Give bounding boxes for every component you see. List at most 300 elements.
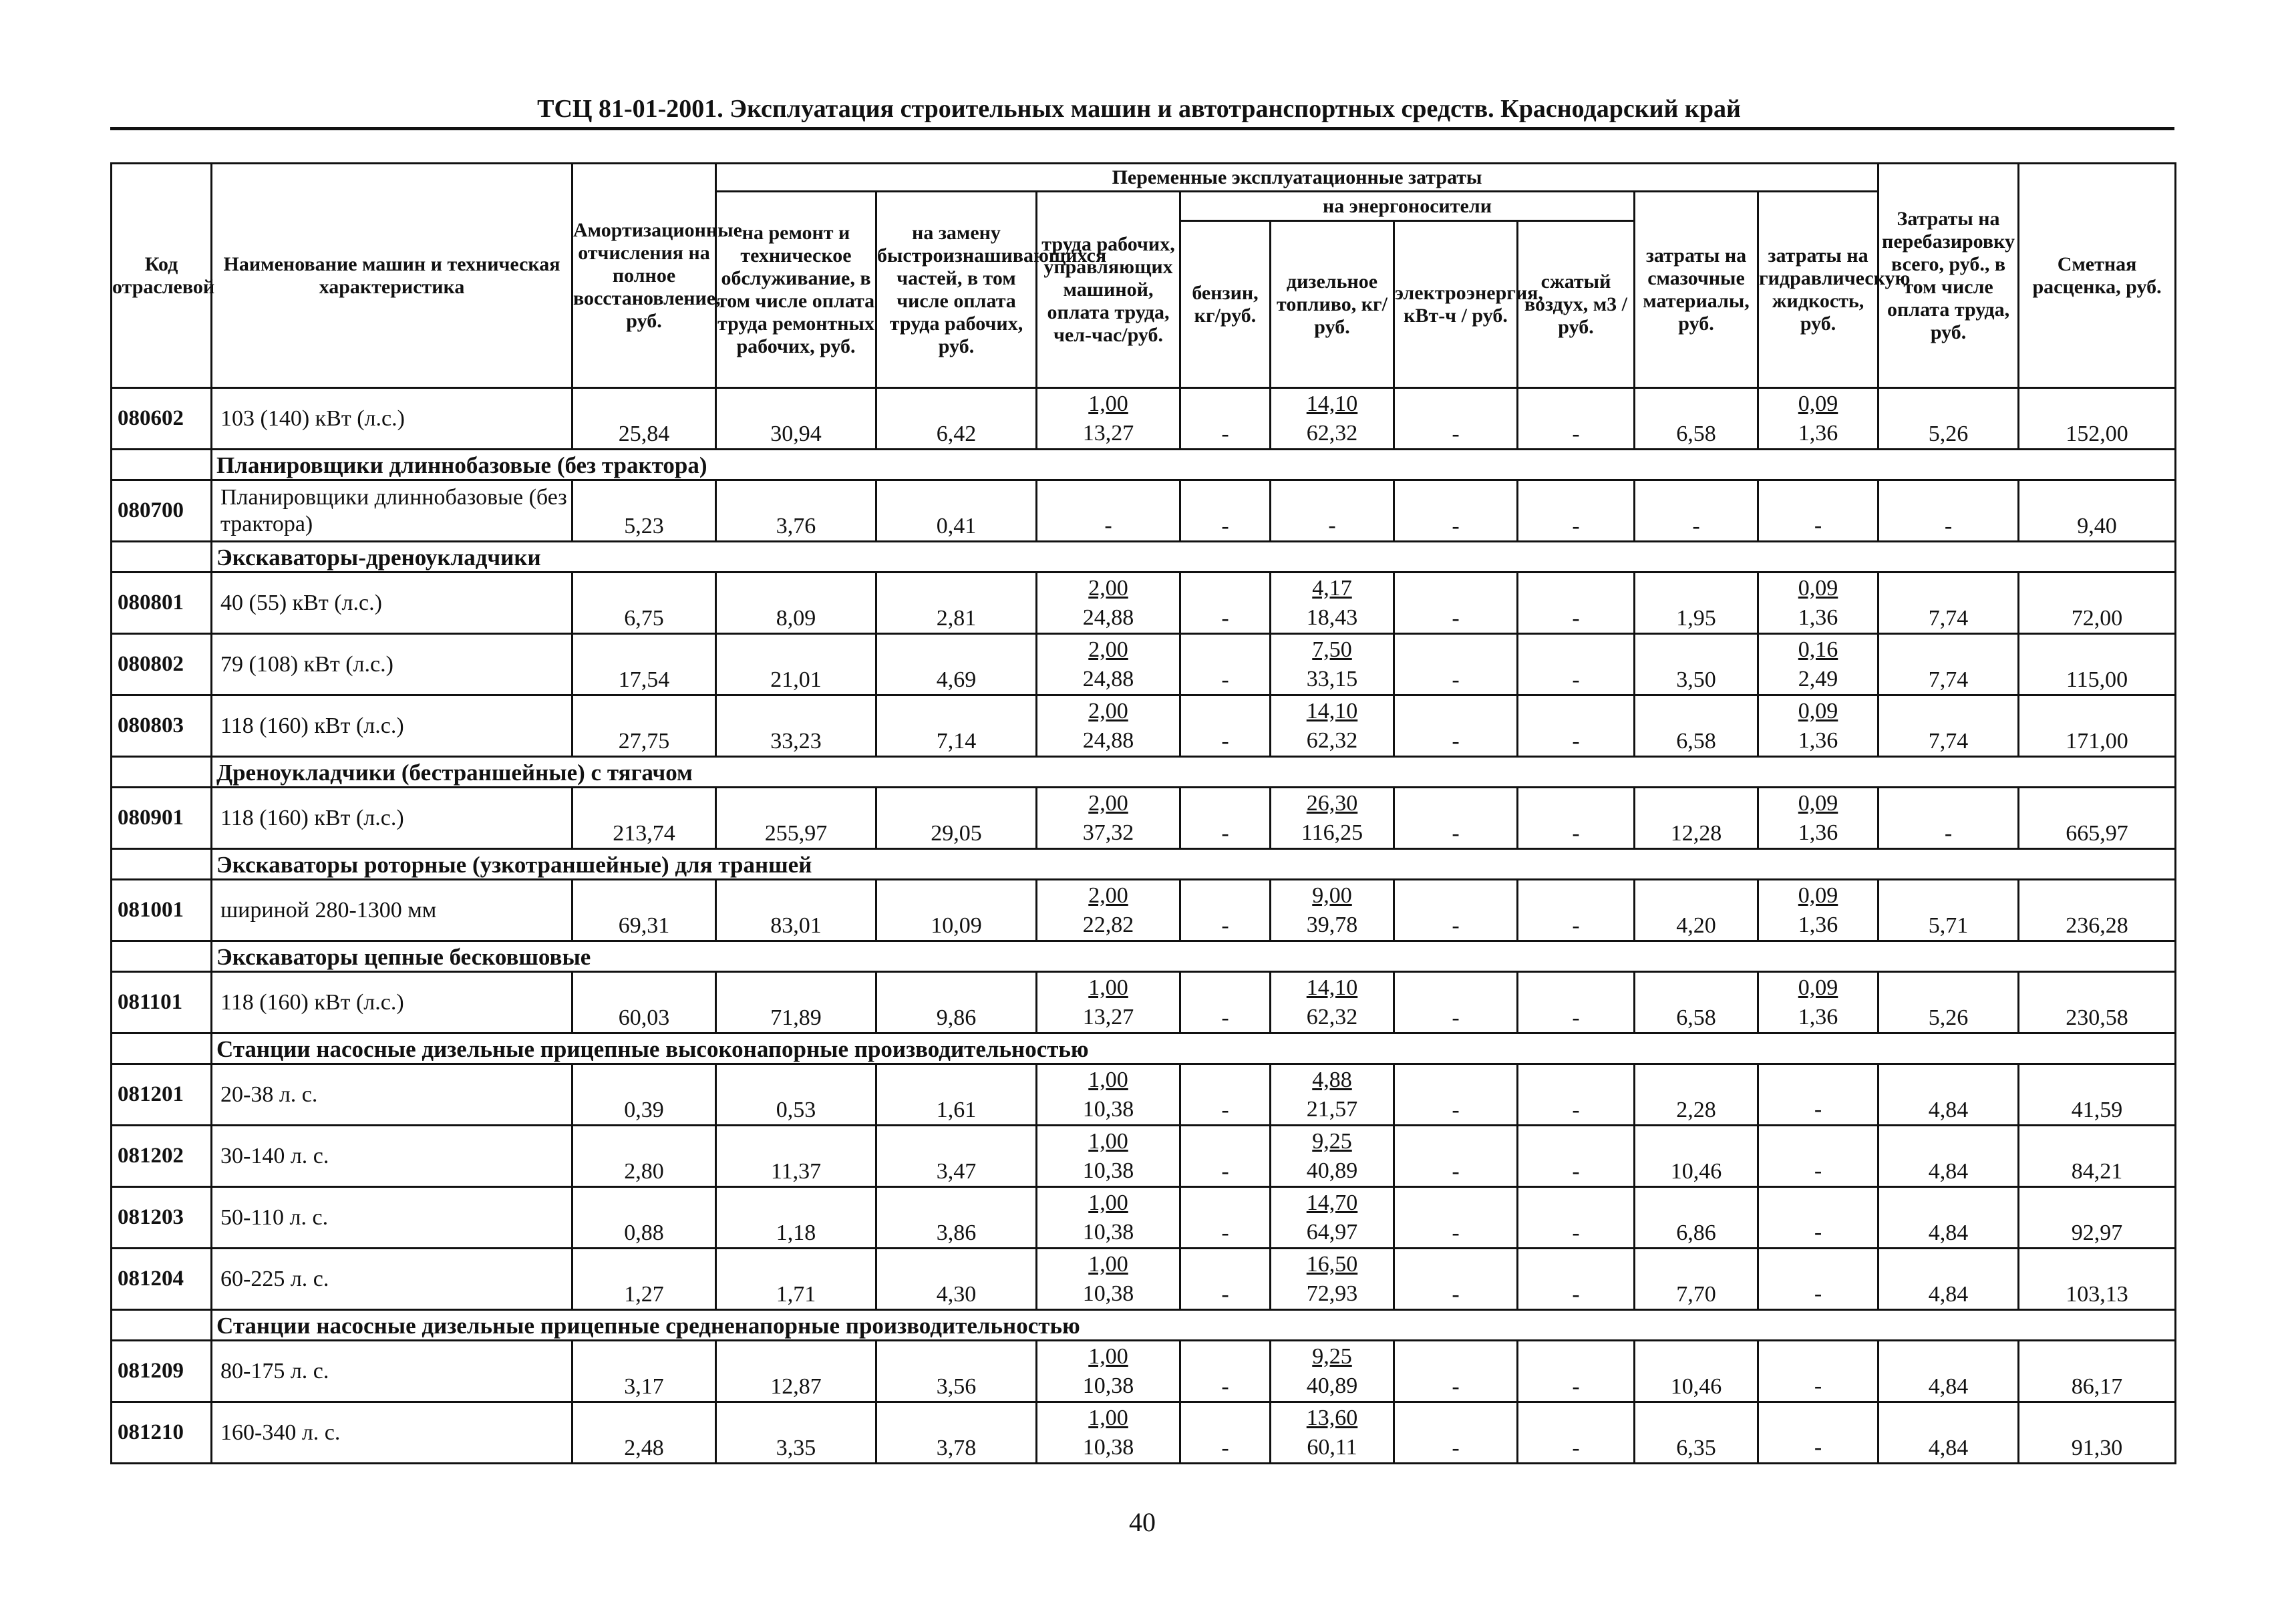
cell-name: 118 (160) кВт (л.с.) [212, 695, 573, 757]
cell-amort: 60,03 [573, 972, 716, 1033]
cell-diesel-top: 14,10 [1306, 975, 1358, 1000]
cell-hydraulic-top [1759, 482, 1877, 511]
cell-hydraulic-top [1759, 1342, 1877, 1371]
cell-labor-top: 2,00 [1088, 637, 1128, 662]
col-code-header: Код отраслевой [112, 164, 212, 388]
group-title: Станции насосные дизельные прицепные высоконапорные производительностью [212, 1033, 2176, 1064]
table-row [112, 1126, 2176, 1187]
cell-electric: - [1394, 788, 1518, 849]
table-row [112, 573, 2176, 634]
cell-hydraulic [1758, 573, 1879, 634]
cell-labor-bottom: 13,27 [1082, 1004, 1134, 1029]
cell-amort: 0,88 [573, 1187, 716, 1249]
cell-air: - [1518, 480, 1635, 542]
cell-petrol: - [1180, 634, 1271, 695]
cell-repair: 0,53 [716, 1064, 876, 1126]
group-code-cell [112, 1033, 212, 1064]
cell-diesel-top: 14,10 [1306, 698, 1358, 723]
header-rule [110, 127, 2174, 130]
cell-rate: 86,17 [2019, 1341, 2176, 1402]
table-row [112, 388, 2176, 450]
cell-labor [1037, 1126, 1180, 1187]
cell-labor-top: 1,00 [1088, 391, 1128, 416]
cell-relocation: - [1879, 480, 2019, 542]
cell-repair: 255,97 [716, 788, 876, 849]
cell-lube: 3,50 [1635, 634, 1758, 695]
cell-diesel-top: 14,70 [1306, 1190, 1358, 1215]
cell-rate: 115,00 [2019, 634, 2176, 695]
cell-petrol: - [1180, 1064, 1271, 1126]
cell-diesel [1271, 880, 1394, 941]
cell-rate: 84,21 [2019, 1126, 2176, 1187]
table-row [112, 1402, 2176, 1464]
cell-diesel [1271, 1126, 1394, 1187]
cell-labor [1037, 388, 1180, 450]
cell-diesel-bottom: 62,32 [1306, 1004, 1358, 1029]
table-row [112, 1064, 2176, 1126]
cell-labor [1037, 1341, 1180, 1402]
cell-lube: 10,46 [1635, 1126, 1758, 1187]
cell-code: 080602 [112, 388, 212, 450]
cell-hydraulic-bottom: - [1814, 1096, 1822, 1122]
cell-hydraulic-bottom: 1,36 [1798, 820, 1838, 845]
cell-diesel-bottom: 62,32 [1306, 727, 1358, 753]
cell-repair: 12,87 [716, 1341, 876, 1402]
cell-hydraulic-top [1759, 1250, 1877, 1279]
cell-hydraulic-bottom: - [1814, 1373, 1822, 1398]
group-title: Экскаваторы роторные (узкотраншейные) для траншей [212, 849, 2176, 880]
cell-code: 080803 [112, 695, 212, 757]
cell-air: - [1518, 695, 1635, 757]
cell-parts: 10,09 [876, 880, 1037, 941]
cell-air: - [1518, 388, 1635, 450]
cell-labor-bottom: - [1104, 512, 1112, 538]
cell-electric: - [1394, 1187, 1518, 1249]
cell-diesel-top: 9,25 [1312, 1128, 1352, 1154]
cell-labor-top: 2,00 [1088, 575, 1128, 601]
cell-labor [1037, 480, 1180, 542]
cell-lube: 4,20 [1635, 880, 1758, 941]
cell-diesel [1271, 1249, 1394, 1310]
cell-electric: - [1394, 388, 1518, 450]
cell-hydraulic-top [1759, 1188, 1877, 1218]
page-header: ТСЦ 81-01-2001. Эксплуатация строительных машин и автотранспортных средств. Краснодарский край [537, 95, 1741, 123]
cell-parts: 3,47 [876, 1126, 1037, 1187]
cell-code: 080802 [112, 634, 212, 695]
cell-labor [1037, 573, 1180, 634]
cell-code: 080901 [112, 788, 212, 849]
group-row [112, 941, 2176, 972]
cell-air: - [1518, 788, 1635, 849]
cell-labor-top: 2,00 [1088, 790, 1128, 816]
cell-diesel-top: 14,10 [1306, 391, 1358, 416]
group-title: Дреноукладчики (бестраншейные) с тягачом [212, 757, 2176, 788]
cell-amort: 3,17 [573, 1341, 716, 1402]
cell-hydraulic [1758, 634, 1879, 695]
cell-parts: 1,61 [876, 1064, 1037, 1126]
col-name-header: Наименование машин и техническая характеристика [212, 164, 573, 388]
cell-relocation: 5,26 [1879, 972, 2019, 1033]
cell-hydraulic [1758, 1402, 1879, 1464]
cell-labor-top: 1,00 [1088, 1343, 1128, 1369]
table-row [112, 788, 2176, 849]
cell-hydraulic-bottom: 1,36 [1798, 605, 1838, 630]
cell-labor [1037, 788, 1180, 849]
col-hydraulic-header: затраты на гидравлическую жидкость, руб. [1758, 192, 1879, 388]
cell-air: - [1518, 634, 1635, 695]
cell-amort: 6,75 [573, 573, 716, 634]
cell-repair: 3,35 [716, 1402, 876, 1464]
cell-diesel-bottom: 39,78 [1306, 912, 1358, 937]
col-amort-header: Амортизационные отчисления на полное восстановление, руб. [573, 164, 716, 388]
cell-relocation: 4,84 [1879, 1402, 2019, 1464]
cell-name: 50-110 л. с. [212, 1187, 573, 1249]
cell-lube: 6,35 [1635, 1402, 1758, 1464]
cell-rate: 665,97 [2019, 788, 2176, 849]
cell-rate: 230,58 [2019, 972, 2176, 1033]
cell-hydraulic-bottom: 1,36 [1798, 912, 1838, 937]
cell-petrol: - [1180, 695, 1271, 757]
cell-hydraulic-bottom: 1,36 [1798, 1004, 1838, 1029]
cell-labor-bottom: 22,82 [1082, 912, 1134, 937]
cell-repair: 30,94 [716, 388, 876, 450]
cell-hydraulic [1758, 1126, 1879, 1187]
cost-table [110, 162, 2176, 1464]
cell-diesel-bottom: 62,32 [1306, 420, 1358, 446]
cell-name: 80-175 л. с. [212, 1341, 573, 1402]
cell-diesel-bottom: 21,57 [1306, 1096, 1358, 1122]
cell-diesel [1271, 1187, 1394, 1249]
cell-labor-bottom: 10,38 [1082, 1373, 1134, 1398]
cell-diesel [1271, 388, 1394, 450]
cell-amort: 27,75 [573, 695, 716, 757]
cell-labor [1037, 1249, 1180, 1310]
cell-diesel-bottom: 60,11 [1307, 1434, 1357, 1460]
cell-amort: 5,23 [573, 480, 716, 542]
cell-diesel-top: 9,00 [1312, 882, 1352, 908]
cell-relocation: 7,74 [1879, 573, 2019, 634]
cell-electric: - [1394, 695, 1518, 757]
cell-diesel-top: 13,60 [1306, 1405, 1358, 1430]
cell-labor-bottom: 24,88 [1082, 666, 1134, 691]
cell-air: - [1518, 573, 1635, 634]
cell-air: - [1518, 1126, 1635, 1187]
cell-code: 081204 [112, 1249, 212, 1310]
cell-hydraulic-bottom: - [1814, 512, 1822, 538]
cell-labor [1037, 880, 1180, 941]
cell-electric: - [1394, 1402, 1518, 1464]
cell-relocation: 4,84 [1879, 1341, 2019, 1402]
group-title: Планировщики длиннобазовые (без трактора) [212, 450, 2176, 480]
cell-labor-bottom: 10,38 [1082, 1158, 1134, 1183]
cell-diesel-top: 26,30 [1306, 790, 1358, 816]
group-row [112, 1310, 2176, 1341]
cell-labor-top: 1,00 [1088, 975, 1128, 1000]
cell-code: 081101 [112, 972, 212, 1033]
cell-lube: 2,28 [1635, 1064, 1758, 1126]
cell-diesel-bottom: 116,25 [1301, 820, 1363, 845]
cell-air: - [1518, 1249, 1635, 1310]
cell-diesel [1271, 1341, 1394, 1402]
cell-amort: 69,31 [573, 880, 716, 941]
col-labor-header: труда рабочих, управляющих машиной, оплата труда, чел-час/руб. [1037, 192, 1180, 388]
col-petrol-header: бензин, кг/руб. [1180, 221, 1271, 388]
group-code-cell [112, 450, 212, 480]
cell-rate: 92,97 [2019, 1187, 2176, 1249]
cell-name: 30-140 л. с. [212, 1126, 573, 1187]
cell-hydraulic-top: 0,09 [1798, 882, 1838, 908]
cell-hydraulic-bottom: - [1814, 1434, 1822, 1460]
cell-parts: 4,30 [876, 1249, 1037, 1310]
cell-petrol: - [1180, 1187, 1271, 1249]
cell-name: Планировщики длиннобазовые (без трактора) [212, 480, 573, 542]
table-row [112, 1187, 2176, 1249]
cell-diesel-bottom: 40,89 [1306, 1158, 1358, 1183]
cell-labor-top [1037, 482, 1179, 511]
cell-hydraulic [1758, 1341, 1879, 1402]
cell-hydraulic [1758, 1187, 1879, 1249]
cell-electric: - [1394, 1126, 1518, 1187]
cell-hydraulic [1758, 388, 1879, 450]
cell-parts: 7,14 [876, 695, 1037, 757]
cell-repair: 33,23 [716, 695, 876, 757]
cell-relocation: 4,84 [1879, 1064, 2019, 1126]
cell-labor [1037, 972, 1180, 1033]
cell-rate: 103,13 [2019, 1249, 2176, 1310]
col-variable-header: Переменные эксплуатационные затраты [716, 164, 1879, 192]
cell-name: 40 (55) кВт (л.с.) [212, 573, 573, 634]
cell-labor [1037, 1064, 1180, 1126]
cell-hydraulic-bottom: 1,36 [1798, 727, 1838, 753]
cell-electric: - [1394, 1249, 1518, 1310]
cell-diesel-bottom: - [1328, 512, 1336, 538]
cell-labor-top: 1,00 [1088, 1067, 1128, 1092]
cell-electric: - [1394, 634, 1518, 695]
cell-rate: 152,00 [2019, 388, 2176, 450]
cell-name: 60-225 л. с. [212, 1249, 573, 1310]
cell-relocation: 5,26 [1879, 388, 2019, 450]
cell-hydraulic [1758, 1249, 1879, 1310]
group-title: Станции насосные дизельные прицепные средненапорные производительностью [212, 1310, 2176, 1341]
cell-hydraulic-bottom: - [1814, 1219, 1822, 1245]
cell-diesel-top: 7,50 [1312, 637, 1352, 662]
cell-lube: 6,86 [1635, 1187, 1758, 1249]
cell-diesel [1271, 573, 1394, 634]
cell-code: 081209 [112, 1341, 212, 1402]
cell-lube: - [1635, 480, 1758, 542]
cell-diesel [1271, 972, 1394, 1033]
table-row [112, 1341, 2176, 1402]
cell-labor [1037, 695, 1180, 757]
group-row [112, 1033, 2176, 1064]
cell-lube: 6,58 [1635, 972, 1758, 1033]
cell-rate: 236,28 [2019, 880, 2176, 941]
cell-electric: - [1394, 1064, 1518, 1126]
table-row [112, 634, 2176, 695]
table-row [112, 972, 2176, 1033]
cell-lube: 12,28 [1635, 788, 1758, 849]
cell-electric: - [1394, 880, 1518, 941]
cell-hydraulic-top: 0,16 [1798, 637, 1838, 662]
cell-hydraulic-top: 0,09 [1798, 575, 1838, 601]
cell-diesel-bottom: 33,15 [1306, 666, 1358, 691]
cell-amort: 25,84 [573, 388, 716, 450]
cell-labor [1037, 1402, 1180, 1464]
group-code-cell [112, 542, 212, 573]
cell-hydraulic-top: 0,09 [1798, 391, 1838, 416]
cell-rate: 91,30 [2019, 1402, 2176, 1464]
cell-repair: 21,01 [716, 634, 876, 695]
page-number: 40 [1129, 1507, 1156, 1537]
cell-rate: 72,00 [2019, 573, 2176, 634]
cell-relocation: 4,84 [1879, 1249, 2019, 1310]
cell-air: - [1518, 1341, 1635, 1402]
group-row [112, 757, 2176, 788]
cell-diesel [1271, 634, 1394, 695]
cell-amort: 2,80 [573, 1126, 716, 1187]
cell-diesel-bottom: 18,43 [1306, 605, 1358, 630]
cell-air: - [1518, 1187, 1635, 1249]
cell-code: 081203 [112, 1187, 212, 1249]
cell-lube: 7,70 [1635, 1249, 1758, 1310]
table-row [112, 695, 2176, 757]
cell-petrol: - [1180, 480, 1271, 542]
cell-hydraulic-top [1759, 1404, 1877, 1433]
cell-code: 080700 [112, 480, 212, 542]
cell-lube: 1,95 [1635, 573, 1758, 634]
cell-name: 118 (160) кВт (л.с.) [212, 788, 573, 849]
cell-repair: 3,76 [716, 480, 876, 542]
group-row [112, 542, 2176, 573]
cell-diesel-bottom: 64,97 [1306, 1219, 1358, 1245]
cell-electric: - [1394, 573, 1518, 634]
cell-rate: 41,59 [2019, 1064, 2176, 1126]
cell-relocation: 7,74 [1879, 634, 2019, 695]
cell-labor [1037, 634, 1180, 695]
col-lube-header: затраты на смазочные материалы, руб. [1635, 192, 1758, 388]
col-relocation-header: Затраты на перебазировку всего, руб., в том числе оплата труда, руб. [1879, 164, 2019, 388]
cell-hydraulic-top [1759, 1066, 1877, 1095]
group-code-cell [112, 1310, 212, 1341]
cell-parts: 4,69 [876, 634, 1037, 695]
cell-diesel-top: 4,88 [1312, 1067, 1352, 1092]
group-code-cell [112, 849, 212, 880]
group-title: Экскаваторы цепные бесковшовые [212, 941, 2176, 972]
cell-parts: 6,42 [876, 388, 1037, 450]
cell-code: 081201 [112, 1064, 212, 1126]
col-electric-header: электроэнергия, кВт-ч / руб. [1394, 221, 1518, 388]
cell-hydraulic [1758, 480, 1879, 542]
cell-code: 081210 [112, 1402, 212, 1464]
cell-diesel-top [1271, 482, 1393, 511]
cell-labor-bottom: 10,38 [1082, 1434, 1134, 1460]
col-diesel-header: дизельное топливо, кг/руб. [1271, 221, 1394, 388]
cell-petrol: - [1180, 1341, 1271, 1402]
cell-hydraulic [1758, 880, 1879, 941]
col-repair-header: на ремонт и техническое обслуживание, в том числе оплата труда ремонтных рабочих, руб. [716, 192, 876, 388]
cell-air: - [1518, 1402, 1635, 1464]
cell-labor-top: 1,00 [1088, 1190, 1128, 1215]
cell-diesel [1271, 1402, 1394, 1464]
cell-hydraulic [1758, 1064, 1879, 1126]
cell-labor-top: 2,00 [1088, 882, 1128, 908]
cell-diesel [1271, 695, 1394, 757]
cell-air: - [1518, 972, 1635, 1033]
cell-lube: 6,58 [1635, 388, 1758, 450]
cell-petrol: - [1180, 880, 1271, 941]
cell-parts: 0,41 [876, 480, 1037, 542]
cell-code: 081001 [112, 880, 212, 941]
cell-labor-top: 1,00 [1088, 1128, 1128, 1154]
cell-name: 103 (140) кВт (л.с.) [212, 388, 573, 450]
cell-diesel-top: 9,25 [1312, 1343, 1352, 1369]
cell-repair: 8,09 [716, 573, 876, 634]
cell-petrol: - [1180, 573, 1271, 634]
cell-parts: 2,81 [876, 573, 1037, 634]
cell-lube: 6,58 [1635, 695, 1758, 757]
cell-parts: 29,05 [876, 788, 1037, 849]
table-body [112, 388, 2176, 1464]
cell-hydraulic-top [1759, 1127, 1877, 1156]
cell-name: 79 (108) кВт (л.с.) [212, 634, 573, 695]
cell-hydraulic [1758, 695, 1879, 757]
cell-labor-top: 2,00 [1088, 698, 1128, 723]
cell-petrol: - [1180, 1249, 1271, 1310]
cell-repair: 83,01 [716, 880, 876, 941]
group-row [112, 450, 2176, 480]
cell-electric: - [1394, 972, 1518, 1033]
cell-amort: 2,48 [573, 1402, 716, 1464]
cell-parts: 3,56 [876, 1341, 1037, 1402]
cell-name: 118 (160) кВт (л.с.) [212, 972, 573, 1033]
col-air-header: сжатый воздух, м3 / руб. [1518, 221, 1635, 388]
cell-hydraulic-top: 0,09 [1798, 698, 1838, 723]
cell-relocation: - [1879, 788, 2019, 849]
cell-relocation: 4,84 [1879, 1187, 2019, 1249]
cell-diesel-top: 16,50 [1306, 1251, 1358, 1277]
cell-amort: 1,27 [573, 1249, 716, 1310]
cell-diesel-bottom: 40,89 [1306, 1373, 1358, 1398]
cell-hydraulic-bottom: 2,49 [1798, 666, 1838, 691]
cell-labor [1037, 1187, 1180, 1249]
cell-diesel [1271, 1064, 1394, 1126]
cell-labor-top: 1,00 [1088, 1405, 1128, 1430]
cell-air: - [1518, 1064, 1635, 1126]
cell-petrol: - [1180, 388, 1271, 450]
cell-hydraulic-top: 0,09 [1798, 790, 1838, 816]
cell-petrol: - [1180, 1126, 1271, 1187]
cell-amort: 213,74 [573, 788, 716, 849]
cell-electric: - [1394, 480, 1518, 542]
cell-name: 20-38 л. с. [212, 1064, 573, 1126]
cell-diesel [1271, 480, 1394, 542]
cell-petrol: - [1180, 788, 1271, 849]
cell-air: - [1518, 880, 1635, 941]
cell-code: 080801 [112, 573, 212, 634]
cell-repair: 1,18 [716, 1187, 876, 1249]
group-title: Экскаваторы-дреноукладчики [212, 542, 2176, 573]
cell-hydraulic-bottom: - [1814, 1158, 1822, 1183]
cell-amort: 17,54 [573, 634, 716, 695]
cell-hydraulic-bottom: 1,36 [1798, 420, 1838, 446]
cell-repair: 1,71 [716, 1249, 876, 1310]
cell-diesel [1271, 788, 1394, 849]
cell-amort: 0,39 [573, 1064, 716, 1126]
cell-labor-bottom: 37,32 [1082, 820, 1134, 845]
col-energy-header: на энергоносители [1180, 192, 1635, 221]
group-row [112, 849, 2176, 880]
cell-code: 081202 [112, 1126, 212, 1187]
